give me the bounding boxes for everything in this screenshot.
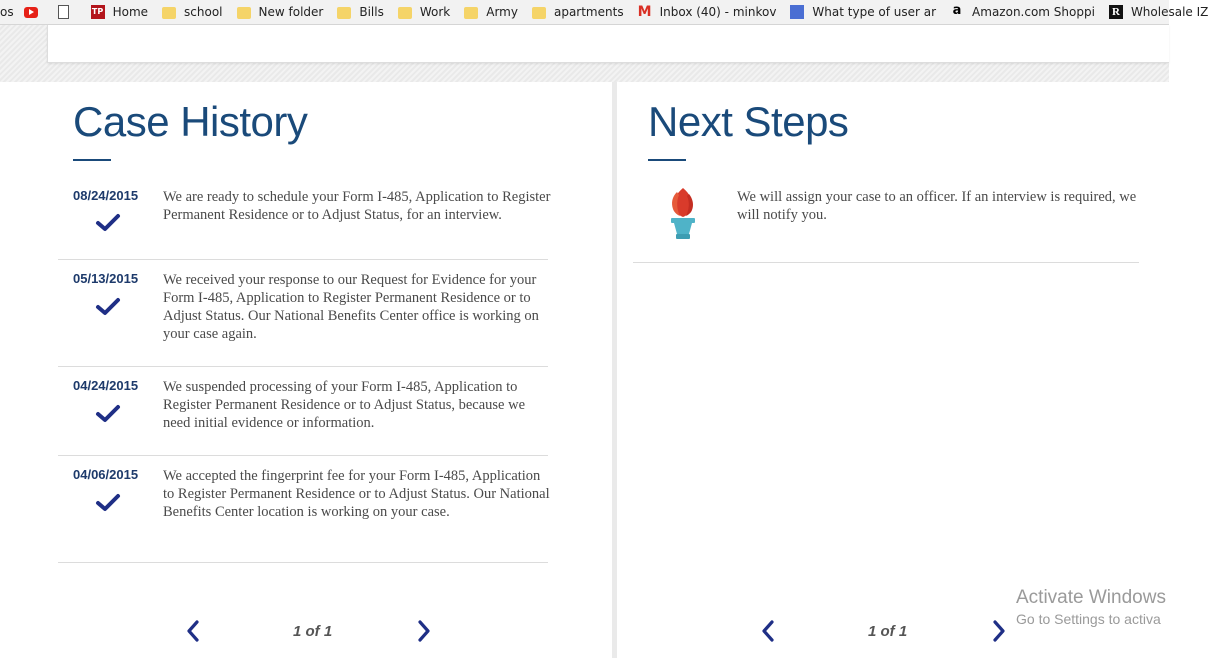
bookmark-label: apartments: [553, 5, 624, 19]
case-history-panel: [0, 82, 612, 658]
history-date: 05/13/2015: [73, 271, 139, 286]
bookmark-work[interactable]: [398, 0, 464, 25]
history-text: We are ready to schedule your Form I-485, Application to Register Permanent Residence or to Adjust Status, for an interview.: [163, 189, 551, 223]
bookmark-home[interactable]: [91, 0, 162, 25]
checkmark-icon: [96, 298, 120, 316]
bookmark-school[interactable]: [162, 0, 236, 25]
checkmark-icon: [96, 494, 120, 512]
bookmark-label: Bills: [359, 5, 384, 19]
next-steps-divider: [633, 262, 1139, 263]
case-history-title: Case History: [73, 98, 308, 145]
title-underline: [73, 159, 111, 161]
checkmark-icon: [96, 214, 120, 232]
bookmark-wholesale[interactable]: [1109, 0, 1222, 25]
bookmark-bills[interactable]: [337, 0, 398, 25]
site-icon: [790, 5, 804, 19]
watermark-subtitle: Go to Settings to activa: [1016, 611, 1161, 627]
folder-icon: [237, 7, 251, 19]
prev-page-button[interactable]: [759, 619, 777, 643]
folder-icon: [532, 7, 546, 19]
bookmark-user-type[interactable]: [790, 0, 950, 25]
r-icon: R: [1109, 5, 1123, 19]
bookmark-label: os: [0, 5, 14, 19]
history-date: 08/24/2015: [73, 188, 139, 203]
bookmark-youtube[interactable]: [24, 0, 58, 25]
bookmark-label: Army: [486, 5, 518, 19]
pagination-label: 1 of 1: [868, 623, 908, 640]
tp-icon: TP: [91, 5, 105, 19]
title-underline: [648, 159, 686, 161]
history-item: [58, 177, 551, 260]
bookmark-label: Work: [419, 5, 451, 19]
history-date: 04/06/2015: [73, 467, 139, 482]
bookmark-label: What type of user ar: [812, 5, 937, 19]
bookmark-army[interactable]: [464, 0, 532, 25]
bookmark-label: New folder: [258, 5, 324, 19]
header-card: [47, 25, 1169, 63]
next-steps-title: Next Steps: [648, 98, 849, 145]
pagination-label: 1 of 1: [293, 623, 333, 640]
next-page-button[interactable]: [415, 619, 433, 643]
page-icon: [58, 5, 69, 19]
history-item: [58, 260, 548, 367]
bookmarks-bar: [0, 0, 1209, 25]
prev-page-button[interactable]: [184, 619, 202, 643]
gmail-icon: M: [637, 4, 652, 20]
history-text: We suspended processing of your Form I-485, Application to Register Permanent Residence or to Adjust Status, because we need initial evidence or information.: [163, 379, 526, 431]
bookmark-amazon[interactable]: [950, 0, 1109, 25]
bookmark-os[interactable]: [0, 0, 24, 25]
bookmark-label: Amazon.com Shoppi: [972, 5, 1095, 19]
bookmark-apartments[interactable]: [532, 0, 638, 25]
history-text: We accepted the fingerprint fee for your Form I-485, Application to Register Permanent Residence or to Adjust Status. Our National Benefits Center location is working on your case.: [163, 468, 550, 520]
folder-icon: [162, 7, 176, 19]
bookmark-label: Inbox (40) - minkov: [659, 5, 777, 19]
activate-windows-watermark: [1016, 587, 1166, 627]
youtube-icon: [24, 7, 38, 18]
bookmark-label: school: [184, 5, 223, 19]
next-steps-panel: [617, 82, 1169, 658]
history-item: [58, 456, 548, 563]
bookmark-gmail-inbox[interactable]: [638, 0, 791, 25]
watermark-title: Activate Windows: [1016, 587, 1166, 608]
amazon-icon: a: [952, 3, 962, 18]
history-text: We received your response to our Request for Evidence for your Form I-485, Application to Register Permanent Residence or to Adjust Status. Our National Benefits Center office is working on your case again.: [163, 272, 539, 342]
folder-icon: [398, 7, 412, 19]
bookmark-new-folder[interactable]: [237, 0, 338, 25]
bookmark-label: Wholesale IZ: [1130, 5, 1209, 19]
bookmark-label: Home: [112, 5, 149, 19]
torch-icon: [663, 186, 703, 242]
bookmark-page[interactable]: [58, 0, 91, 25]
history-item: [58, 367, 548, 456]
history-date: 04/24/2015: [73, 378, 139, 393]
next-page-button[interactable]: [990, 619, 1008, 643]
folder-icon: [337, 7, 351, 19]
next-steps-text: We will assign your case to an officer. If an interview is required, we will notify you.: [737, 189, 1137, 223]
checkmark-icon: [96, 405, 120, 423]
folder-icon: [464, 7, 478, 19]
